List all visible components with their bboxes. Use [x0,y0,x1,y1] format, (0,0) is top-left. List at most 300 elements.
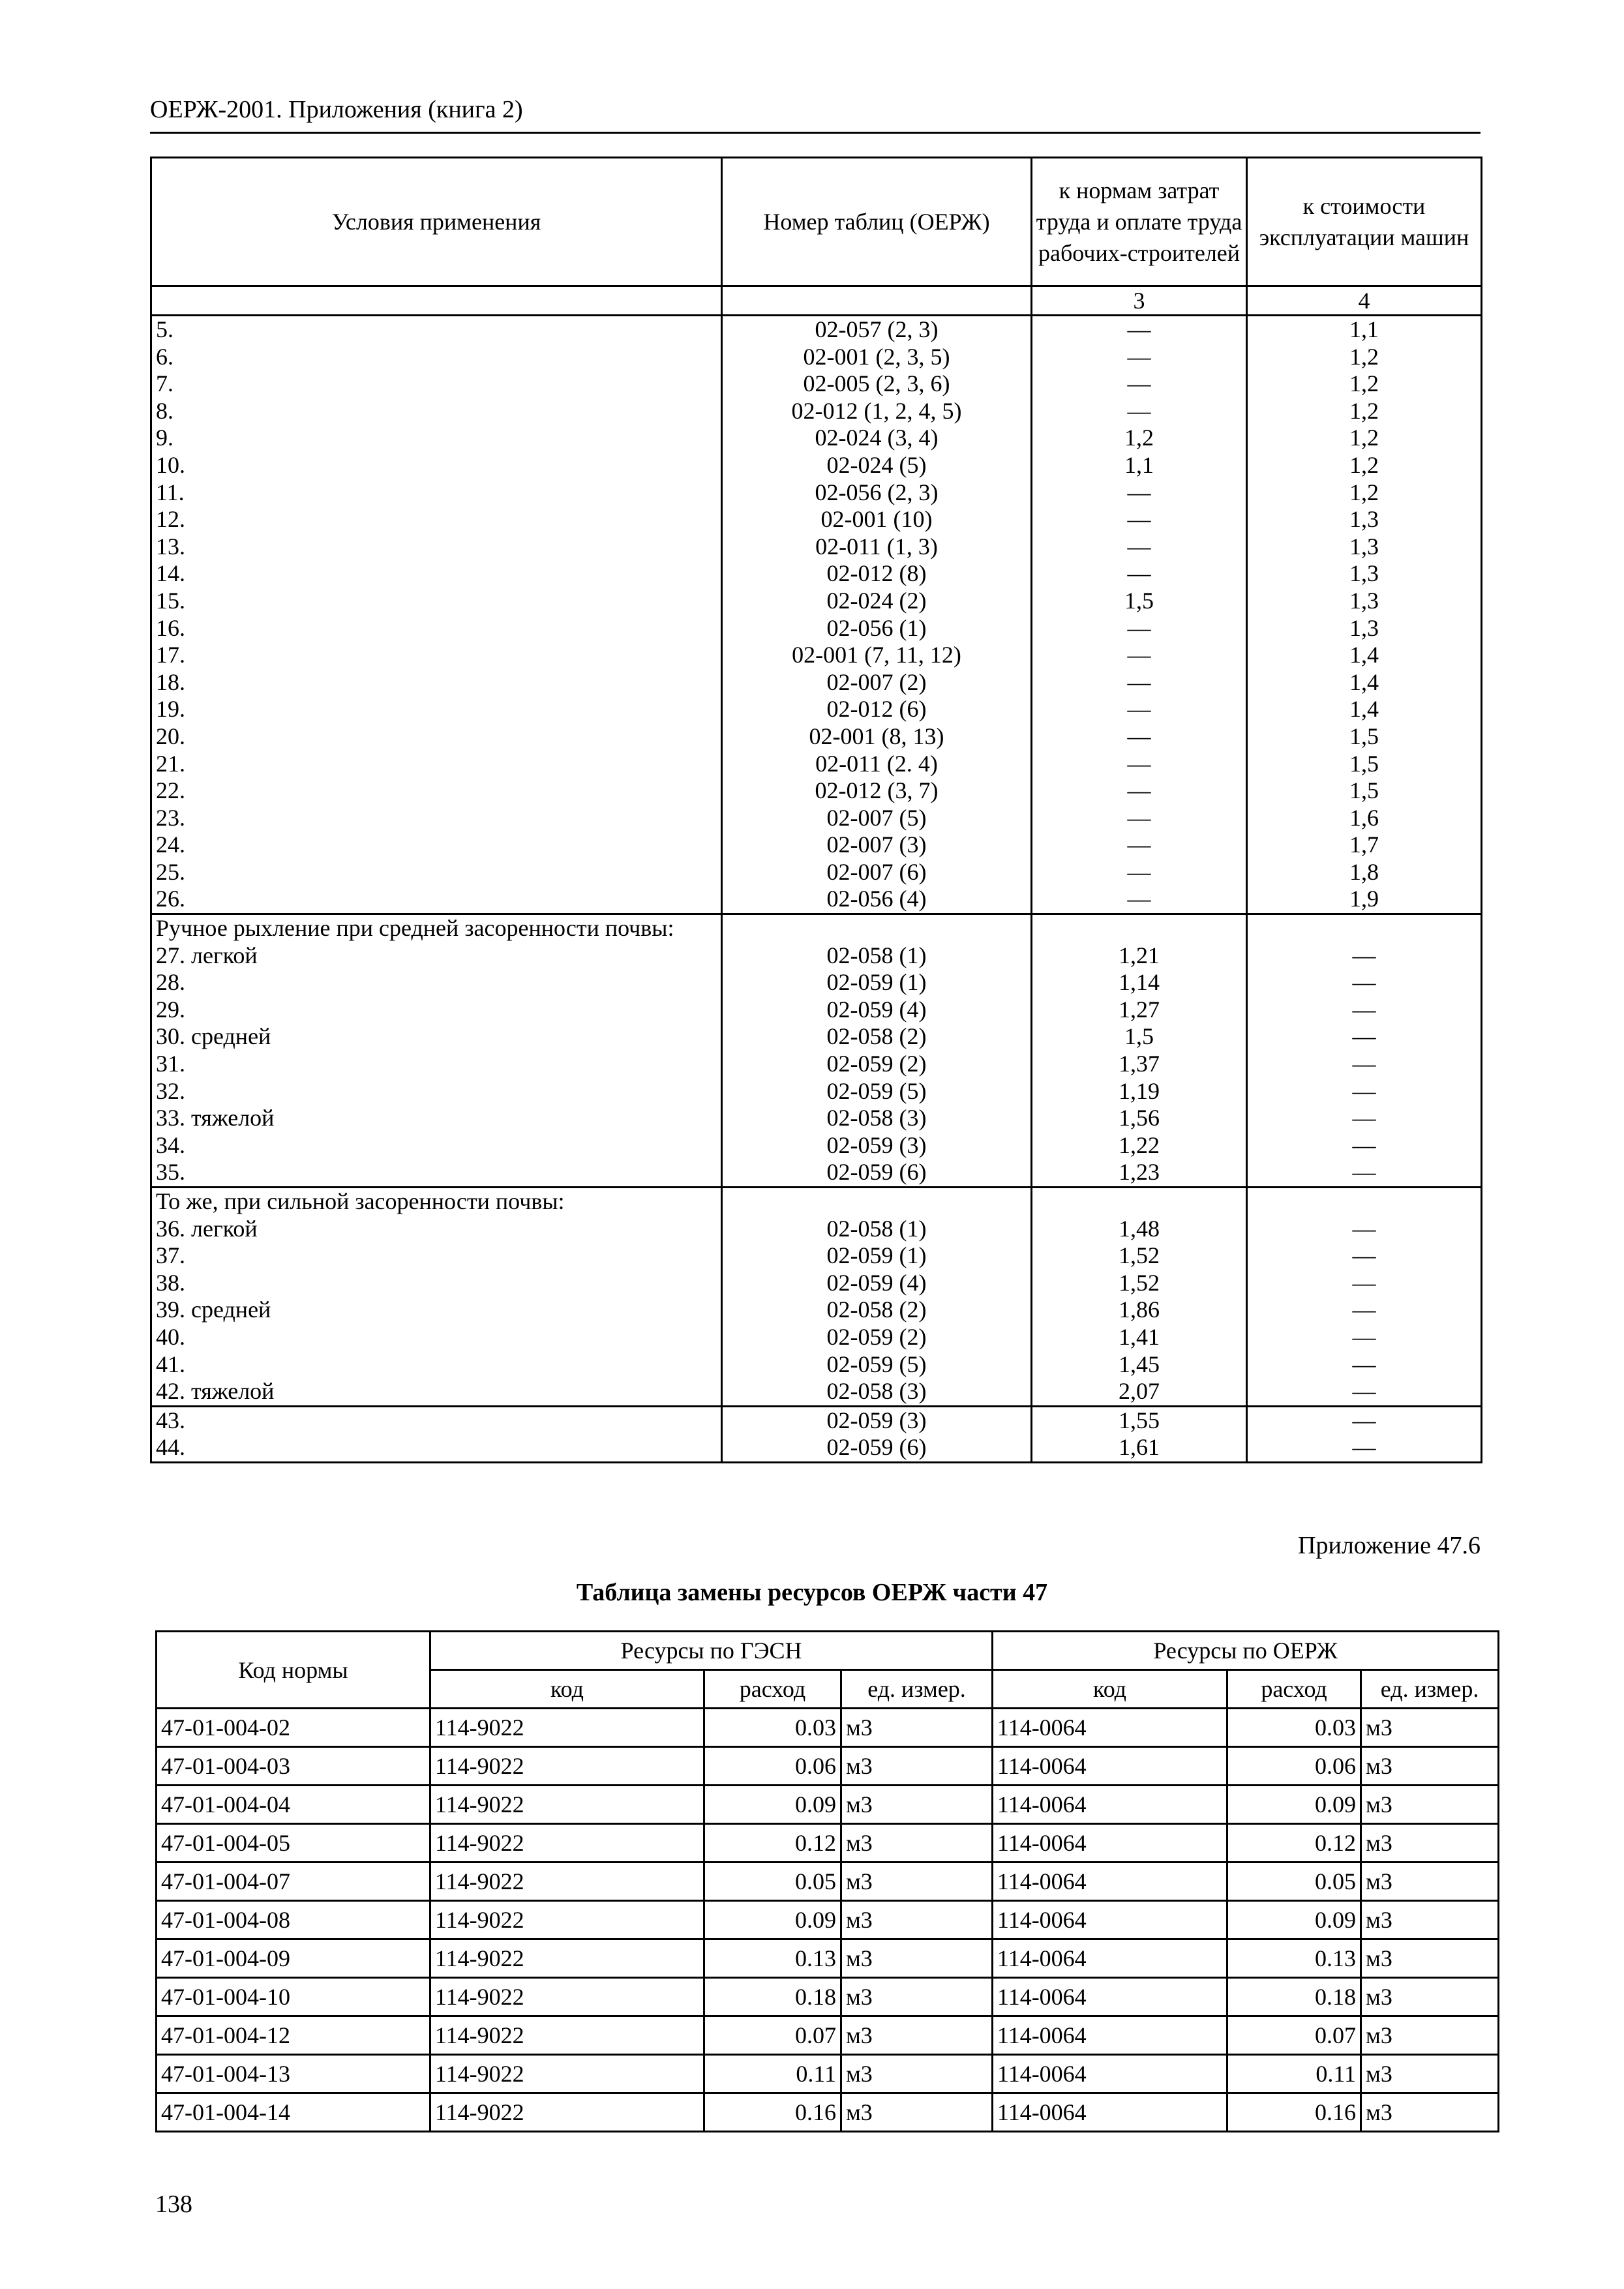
norm-code-cell: 47-01-004-04 [157,1786,430,1824]
condition-cell: 23. [151,805,722,832]
gesn-code-cell: 114-9022 [430,1747,704,1786]
condition-cell: 15. [151,588,722,615]
table-number-cell: 02-011 (1, 3) [722,533,1032,561]
condition-cell: 36. легкой [151,1216,722,1243]
table-number-cell: 02-001 (2, 3, 5) [722,344,1032,371]
labor-coef-cell: — [1032,777,1247,805]
oerzh-code-cell: 114-0064 [993,1709,1227,1747]
oerzh-unit-cell: м3 [1361,1824,1499,1863]
machines-coef-cell: — [1247,996,1482,1024]
header-machines-coef: к стоимости эксплуатации машин [1247,158,1482,286]
machines-coef-cell: — [1247,1351,1482,1379]
machines-coef-cell: — [1247,1051,1482,1078]
condition-cell: 29. [151,996,722,1024]
norm-code-cell: 47-01-004-13 [157,2055,430,2093]
machines-coef-cell: — [1247,1270,1482,1297]
condition-cell: 32. [151,1078,722,1105]
oerzh-code-cell: 114-0064 [993,1863,1227,1901]
table-number-cell: 02-007 (2) [722,669,1032,696]
oerzh-unit-cell: м3 [1361,1709,1499,1747]
machines-coef-cell: — [1247,1159,1482,1187]
norm-code-cell: 47-01-004-08 [157,1901,430,1939]
oerzh-code-cell: 114-0064 [993,2093,1227,2132]
gesn-unit-cell: м3 [841,2093,993,2132]
header-oerzh-code: код [993,1670,1227,1709]
table-row [157,2055,1499,2093]
labor-coef-cell: 1,55 [1032,1406,1247,1434]
coefficients-table-body [151,316,1482,1463]
machines-coef-cell: — [1247,1378,1482,1406]
norm-code-cell: 47-01-004-14 [157,2093,430,2132]
labor-coef-cell: — [1032,696,1247,723]
resource-replacement-table [155,1630,1499,2132]
machines-coef-cell: — [1247,942,1482,970]
table-row [151,969,1482,996]
labor-coef-cell: 1,37 [1032,1051,1247,1078]
oerzh-unit-cell: м3 [1361,1863,1499,1901]
table-number-cell: 02-024 (3, 4) [722,425,1032,452]
table-row [151,751,1482,778]
coefficients-table [150,157,1482,1463]
labor-coef-cell: — [1032,805,1247,832]
norm-code-cell: 47-01-004-02 [157,1709,430,1747]
gesn-consumption-cell: 0.06 [704,1747,841,1786]
table-number-cell: 02-056 (1) [722,615,1032,642]
table-row [157,1824,1499,1863]
gesn-consumption-cell: 0.13 [704,1939,841,1978]
norm-code-cell: 47-01-004-10 [157,1978,430,2016]
labor-coef-cell: 1,19 [1032,1078,1247,1105]
table-number-cell [722,1188,1032,1216]
condition-cell: 40. [151,1324,722,1351]
labor-coef-cell: — [1032,669,1247,696]
table-number-cell: 02-001 (10) [722,506,1032,533]
condition-cell: 30. средней [151,1023,722,1051]
gesn-consumption-cell: 0.16 [704,2093,841,2132]
oerzh-unit-cell: м3 [1361,2016,1499,2055]
machines-coef-cell: 1,3 [1247,588,1482,615]
oerzh-unit-cell: м3 [1361,1978,1499,2016]
machines-coef-cell: 1,2 [1247,398,1482,425]
table-number-cell: 02-059 (5) [722,1351,1032,1379]
machines-coef-cell: 1,4 [1247,696,1482,723]
condition-cell: 28. [151,969,722,996]
gesn-consumption-cell: 0.03 [704,1709,841,1747]
norm-code-cell: 47-01-004-03 [157,1747,430,1786]
labor-coef-cell: 1,52 [1032,1270,1247,1297]
condition-cell: 44. [151,1434,722,1462]
table-row [151,1216,1482,1243]
table-row [157,1747,1499,1786]
oerzh-consumption-cell: 0.18 [1227,1978,1361,2016]
resource-table-body [157,1709,1499,2132]
table-row [151,1242,1482,1270]
oerzh-consumption-cell: 0.11 [1227,2055,1361,2093]
condition-cell: 18. [151,669,722,696]
gesn-code-cell: 114-9022 [430,2016,704,2055]
table-row [157,1786,1499,1824]
table-number-cell: 02-058 (2) [722,1296,1032,1324]
labor-coef-cell: 1,45 [1032,1351,1247,1379]
condition-cell: 5. [151,316,722,344]
appendix-label: Приложение 47.6 [1298,1532,1481,1559]
gesn-consumption-cell: 0.07 [704,2016,841,2055]
table-row [157,1978,1499,2016]
table-row [151,344,1482,371]
gesn-code-cell: 114-9022 [430,1863,704,1901]
table-number-cell: 02-056 (4) [722,886,1032,914]
table-row [151,1270,1482,1297]
machines-coef-cell: 1,2 [1247,425,1482,452]
condition-cell: 20. [151,723,722,751]
oerzh-consumption-cell: 0.12 [1227,1824,1361,1863]
machines-coef-cell: — [1247,969,1482,996]
gesn-unit-cell: м3 [841,1824,993,1863]
labor-coef-cell: 1,41 [1032,1324,1247,1351]
table-row [151,914,1482,942]
gesn-unit-cell: м3 [841,1939,993,1978]
table-row [151,560,1482,588]
labor-coef-cell: — [1032,533,1247,561]
gesn-code-cell: 114-9022 [430,2055,704,2093]
gesn-code-cell: 114-9022 [430,1786,704,1824]
gesn-consumption-cell: 0.05 [704,1863,841,1901]
condition-cell: 41. [151,1351,722,1379]
labor-coef-cell: 1,56 [1032,1105,1247,1132]
oerzh-consumption-cell: 0.05 [1227,1863,1361,1901]
machines-coef-cell: 1,2 [1247,452,1482,479]
table-row [151,1105,1482,1132]
gesn-unit-cell: м3 [841,2055,993,2093]
labor-coef-cell: — [1032,751,1247,778]
table-row [151,370,1482,398]
machines-coef-cell: — [1247,1296,1482,1324]
machines-coef-cell: 1,4 [1247,642,1482,669]
condition-cell: 9. [151,425,722,452]
table-number-cell: 02-001 (8, 13) [722,723,1032,751]
machines-coef-cell: 1,3 [1247,615,1482,642]
oerzh-code-cell: 114-0064 [993,2055,1227,2093]
condition-cell: 19. [151,696,722,723]
oerzh-consumption-cell: 0.09 [1227,1901,1361,1939]
condition-cell: 38. [151,1270,722,1297]
header-gesn-unit: ед. измер. [841,1670,993,1709]
table-row [151,642,1482,669]
table-row [151,886,1482,914]
header-oerzh-consumption: расход [1227,1670,1361,1709]
oerzh-code-cell: 114-0064 [993,1978,1227,2016]
table-number-cell: 02-059 (6) [722,1434,1032,1462]
machines-coef-cell [1247,914,1482,942]
machines-coef-cell [1247,1188,1482,1216]
oerzh-consumption-cell: 0.07 [1227,2016,1361,2055]
table-row [151,1296,1482,1324]
machines-coef-cell: 1,8 [1247,859,1482,886]
gesn-unit-cell: м3 [841,1863,993,1901]
gesn-code-cell: 114-9022 [430,2093,704,2132]
labor-coef-cell [1032,914,1247,942]
labor-coef-cell: — [1032,560,1247,588]
machines-coef-cell: 1,4 [1247,669,1482,696]
table-row [151,479,1482,507]
machines-coef-cell: — [1247,1023,1482,1051]
norm-code-cell: 47-01-004-05 [157,1824,430,1863]
table-row [157,1939,1499,1978]
table-number-cell: 02-007 (3) [722,831,1032,859]
table-number-cell: 02-059 (2) [722,1324,1032,1351]
table-title: Таблица замены ресурсов ОЕРЖ части 47 [576,1579,1048,1606]
condition-cell: 8. [151,398,722,425]
table-row [151,723,1482,751]
machines-coef-cell: 1,2 [1247,344,1482,371]
table-number-cell: 02-058 (1) [722,1216,1032,1243]
table-row [151,615,1482,642]
table-row [151,1324,1482,1351]
table-row [151,1434,1482,1462]
table-row [151,696,1482,723]
table-number-cell: 02-059 (6) [722,1159,1032,1187]
machines-coef-cell: 1,2 [1247,370,1482,398]
machines-coef-cell: — [1247,1105,1482,1132]
table-number-cell: 02-012 (6) [722,696,1032,723]
table-number-cell: 02-056 (2, 3) [722,479,1032,507]
header-labor-coef: к нормам затрат труда и оплате труда рабочих-строителей [1032,158,1247,286]
header-oerzh-resources: Ресурсы по ОЕРЖ [993,1632,1499,1670]
table-number-cell: 02-059 (3) [722,1132,1032,1159]
table-row [151,1023,1482,1051]
labor-coef-cell: — [1032,316,1247,344]
col-number [722,286,1032,316]
labor-coef-cell: 2,07 [1032,1378,1247,1406]
oerzh-consumption-cell: 0.13 [1227,1939,1361,1978]
labor-coef-cell: 1,5 [1032,1023,1247,1051]
table-number-cell: 02-012 (3, 7) [722,777,1032,805]
table-row [151,588,1482,615]
table-row [157,2093,1499,2132]
table-row [151,506,1482,533]
table-row [151,1132,1482,1159]
condition-cell: 34. [151,1132,722,1159]
table-row [151,1051,1482,1078]
condition-cell: 27. легкой [151,942,722,970]
labor-coef-cell: — [1032,859,1247,886]
oerzh-unit-cell: м3 [1361,2055,1499,2093]
machines-coef-cell: — [1247,1434,1482,1462]
condition-cell: 31. [151,1051,722,1078]
condition-cell: 22. [151,777,722,805]
table-row [151,425,1482,452]
condition-cell: То же, при сильной засоренности почвы: [151,1188,722,1216]
oerzh-unit-cell: м3 [1361,1939,1499,1978]
labor-coef-cell: 1,27 [1032,996,1247,1024]
labor-coef-cell: — [1032,723,1247,751]
gesn-unit-cell: м3 [841,1901,993,1939]
condition-cell: 6. [151,344,722,371]
oerzh-code-cell: 114-0064 [993,1747,1227,1786]
gesn-code-cell: 114-9022 [430,1939,704,1978]
machines-coef-cell: 1,3 [1247,533,1482,561]
labor-coef-cell: — [1032,831,1247,859]
labor-coef-cell: — [1032,506,1247,533]
header-code-norm: Код нормы [157,1632,430,1709]
table-row [157,1863,1499,1901]
norm-code-cell: 47-01-004-07 [157,1863,430,1901]
table-number-cell: 02-058 (3) [722,1378,1032,1406]
table-row [151,942,1482,970]
labor-coef-cell: 1,14 [1032,969,1247,996]
condition-cell: 33. тяжелой [151,1105,722,1132]
table-row [151,1078,1482,1105]
labor-coef-cell: 1,86 [1032,1296,1247,1324]
condition-cell: 14. [151,560,722,588]
table-number-cell: 02-058 (3) [722,1105,1032,1132]
table-row [151,1406,1482,1434]
condition-cell: 16. [151,615,722,642]
header-gesn-consumption: расход [704,1670,841,1709]
table-number-cell: 02-059 (1) [722,969,1032,996]
table-number-cell: 02-059 (4) [722,996,1032,1024]
machines-coef-cell: 1,6 [1247,805,1482,832]
table-number-cell: 02-024 (2) [722,588,1032,615]
oerzh-code-cell: 114-0064 [993,2016,1227,2055]
condition-cell: 37. [151,1242,722,1270]
labor-coef-cell: — [1032,642,1247,669]
condition-cell: 11. [151,479,722,507]
gesn-consumption-cell: 0.09 [704,1786,841,1824]
col-number [151,286,722,316]
header-rule [150,132,1481,134]
table-number-cell: 02-012 (1, 2, 4, 5) [722,398,1032,425]
table-number-cell: 02-059 (2) [722,1051,1032,1078]
oerzh-code-cell: 114-0064 [993,1786,1227,1824]
table-number-cell [722,914,1032,942]
table-row [151,669,1482,696]
header-oerzh-unit: ед. измер. [1361,1670,1499,1709]
header-table-number: Номер таблиц (ОЕРЖ) [722,158,1032,286]
machines-coef-cell: 1,2 [1247,479,1482,507]
table-number-cell: 02-059 (4) [722,1270,1032,1297]
table-number-cell: 02-059 (1) [722,1242,1032,1270]
running-header: ОЕРЖ-2001. Приложения (книга 2) [150,96,523,123]
labor-coef-cell: 1,52 [1032,1242,1247,1270]
table-number-cell: 02-007 (6) [722,859,1032,886]
table-number-cell: 02-007 (5) [722,805,1032,832]
table-row [151,1159,1482,1187]
table-number-cell: 02-059 (3) [722,1406,1032,1434]
labor-coef-cell: 1,61 [1032,1434,1247,1462]
machines-coef-cell: 1,3 [1247,560,1482,588]
labor-coef-cell: — [1032,344,1247,371]
labor-coef-cell: 1,5 [1032,588,1247,615]
oerzh-consumption-cell: 0.06 [1227,1747,1361,1786]
machines-coef-cell: — [1247,1132,1482,1159]
gesn-consumption-cell: 0.12 [704,1824,841,1863]
oerzh-consumption-cell: 0.03 [1227,1709,1361,1747]
condition-cell: 17. [151,642,722,669]
gesn-unit-cell: м3 [841,1786,993,1824]
table-row [151,777,1482,805]
labor-coef-cell: 1,2 [1032,425,1247,452]
table-number-cell: 02-058 (1) [722,942,1032,970]
table-row [151,1188,1482,1216]
gesn-unit-cell: м3 [841,2016,993,2055]
gesn-code-cell: 114-9022 [430,1824,704,1863]
col-number: 4 [1247,286,1482,316]
machines-coef-cell: 1,7 [1247,831,1482,859]
table-row [157,1709,1499,1747]
machines-coef-cell: 1,9 [1247,886,1482,914]
col-number: 3 [1032,286,1247,316]
table-row [151,831,1482,859]
machines-coef-cell: — [1247,1324,1482,1351]
gesn-consumption-cell: 0.18 [704,1978,841,2016]
table-number-cell: 02-012 (8) [722,560,1032,588]
oerzh-unit-cell: м3 [1361,1901,1499,1939]
machines-coef-cell: 1,1 [1247,316,1482,344]
table-row [151,452,1482,479]
oerzh-code-cell: 114-0064 [993,1824,1227,1863]
oerzh-consumption-cell: 0.16 [1227,2093,1361,2132]
condition-cell: 21. [151,751,722,778]
condition-cell: 25. [151,859,722,886]
gesn-consumption-cell: 0.11 [704,2055,841,2093]
oerzh-unit-cell: м3 [1361,2093,1499,2132]
condition-cell: 43. [151,1406,722,1434]
table-row [151,1351,1482,1379]
labor-coef-cell: — [1032,615,1247,642]
oerzh-unit-cell: м3 [1361,1786,1499,1824]
header-gesn-code: код [430,1670,704,1709]
labor-coef-cell: — [1032,370,1247,398]
labor-coef-cell: 1,22 [1032,1132,1247,1159]
oerzh-unit-cell: м3 [1361,1747,1499,1786]
table-row [151,533,1482,561]
machines-coef-cell: — [1247,1242,1482,1270]
gesn-code-cell: 114-9022 [430,1901,704,1939]
labor-coef-cell: 1,1 [1032,452,1247,479]
labor-coef-cell: — [1032,886,1247,914]
condition-cell: 42. тяжелой [151,1378,722,1406]
gesn-unit-cell: м3 [841,1747,993,1786]
table-number-cell: 02-001 (7, 11, 12) [722,642,1032,669]
table-number-cell: 02-058 (2) [722,1023,1032,1051]
machines-coef-cell: 1,5 [1247,751,1482,778]
table-row [151,859,1482,886]
labor-coef-cell: — [1032,398,1247,425]
condition-cell: 7. [151,370,722,398]
condition-cell: 24. [151,831,722,859]
condition-cell: 13. [151,533,722,561]
table-number-cell: 02-011 (2. 4) [722,751,1032,778]
table-row [151,1378,1482,1406]
oerzh-consumption-cell: 0.09 [1227,1786,1361,1824]
oerzh-code-cell: 114-0064 [993,1939,1227,1978]
table-row [151,805,1482,832]
oerzh-code-cell: 114-0064 [993,1901,1227,1939]
condition-cell: 39. средней [151,1296,722,1324]
machines-coef-cell: — [1247,1216,1482,1243]
machines-coef-cell: 1,3 [1247,506,1482,533]
gesn-code-cell: 114-9022 [430,1978,704,2016]
machines-coef-cell: 1,5 [1247,723,1482,751]
labor-coef-cell: 1,23 [1032,1159,1247,1187]
labor-coef-cell: 1,21 [1032,942,1247,970]
table-row [151,316,1482,344]
header-gesn-resources: Ресурсы по ГЭСН [430,1632,993,1670]
condition-cell: 35. [151,1159,722,1187]
machines-coef-cell: 1,5 [1247,777,1482,805]
table-number-cell: 02-059 (5) [722,1078,1032,1105]
